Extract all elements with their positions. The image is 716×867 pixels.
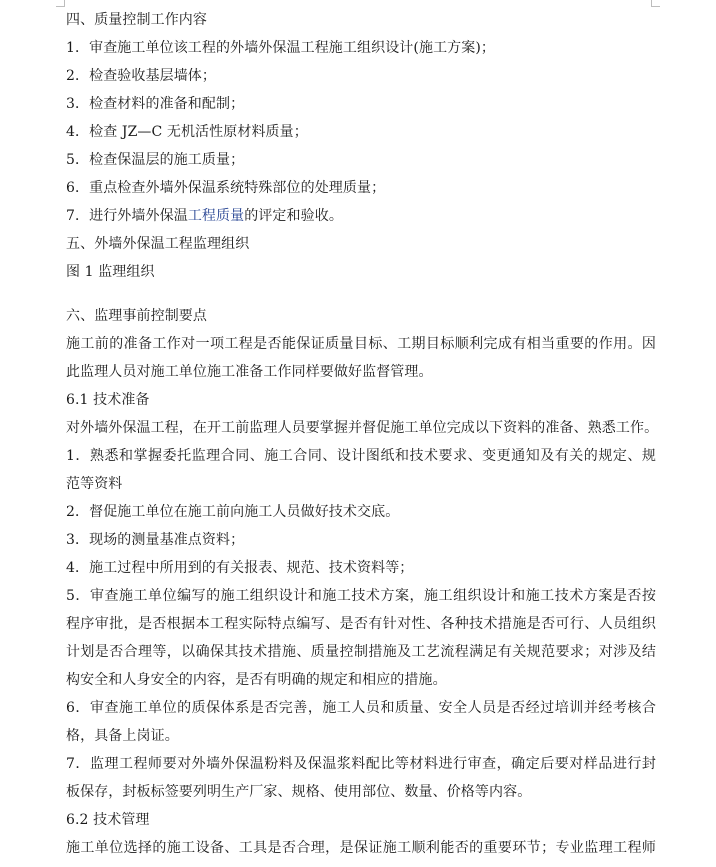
- text-line: 6.1 技术准备: [66, 392, 150, 408]
- page-corner-mark-left: [56, 0, 65, 7]
- text-line: 5．检查保温层的施工质量；: [66, 152, 245, 168]
- text-line: 3．检查材料的准备和配制；: [66, 96, 245, 112]
- text-segment: 7．进行外墙外保温: [66, 208, 188, 224]
- text-line: 施工前的准备工作对一项工程是否能保证质量目标、工期目标顺利完成有相当重要的作用。因: [66, 336, 656, 352]
- text-line: 1．审查施工单位该工程的外墙外保温工程施工组织设计(施工方案)；: [66, 40, 496, 56]
- text-line: 五、外墙外保温工程监理组织: [66, 236, 250, 252]
- text-line: 5．审查施工单位编写的施工组织设计和施工技术方案，施工组织设计和施工技术方案是否按: [66, 588, 656, 604]
- text-line: 6．重点检查外墙外保温系统特殊部位的处理质量；: [66, 180, 386, 196]
- text-line: 2．督促施工单位在施工前向施工人员做好技术交底。: [66, 504, 400, 520]
- text-line: 格，具备上岗证。: [66, 728, 179, 744]
- text-line: 6．审查施工单位的质保体系是否完善，施工人员和质量、安全人员是否经过培训并经考核合: [66, 700, 656, 716]
- text-line: 2．检查验收基层墙体；: [66, 68, 217, 84]
- text-line: 构安全和人身安全的内容，是否有明确的规定和相应的措施。: [66, 672, 447, 688]
- text-line: 3．现场的测量基准点资料；: [66, 532, 245, 548]
- text-line: 计划是否合理等，以确保其技术措施、质量控制措施及工艺流程满足有关规范要求；对涉及结: [66, 644, 656, 660]
- text-line: 六、监理事前控制要点: [66, 308, 207, 324]
- text-line: 6.2 技术管理: [66, 812, 150, 828]
- text-line: 板保存，封板标签要列明生产厂家、规格、使用部位、数量、价格等内容。: [66, 784, 532, 800]
- text-line: 1．熟悉和掌握委托监理合同、施工合同、设计图纸和技术要求、变更通知及有关的规定、规: [66, 448, 656, 464]
- text-segment: 的评定和验收。: [244, 208, 343, 224]
- text-line: [66, 202, 656, 230]
- document-body: [66, 6, 659, 862]
- text-line: 图 1 监理组织: [66, 264, 155, 280]
- text-line: 此监理人员对施工单位施工准备工作同样要做好监督管理。: [66, 364, 433, 380]
- text-line: 程序审批，是否根据本工程实际特点编写、是否有针对性、各种技术措施是否可行、人员组织: [66, 616, 656, 632]
- inline-link[interactable]: 工程质量: [187, 208, 245, 224]
- text-line: 4．检查 JZ—C 无机活性原材料质量；: [66, 124, 308, 140]
- text-line: 四、质量控制工作内容: [66, 12, 207, 28]
- text-line: 7．监理工程师要对外墙外保温粉料及保温浆料配比等材料进行审查，确定后要对样品进行封: [66, 756, 656, 772]
- text-line: 对外墙外保温工程，在开工前监理人员要掌握并督促施工单位完成以下资料的准备、熟悉工作。: [66, 420, 659, 436]
- text-line: 施工单位选择的施工设备、工具是否合理，是保证施工顺利能否的重要环节；专业监理工程师: [66, 840, 656, 856]
- blank-line: [66, 286, 656, 302]
- text-line: 4．施工过程中所用到的有关报表、规范、技术资料等；: [66, 560, 414, 576]
- text-line: 范等资料: [66, 476, 123, 492]
